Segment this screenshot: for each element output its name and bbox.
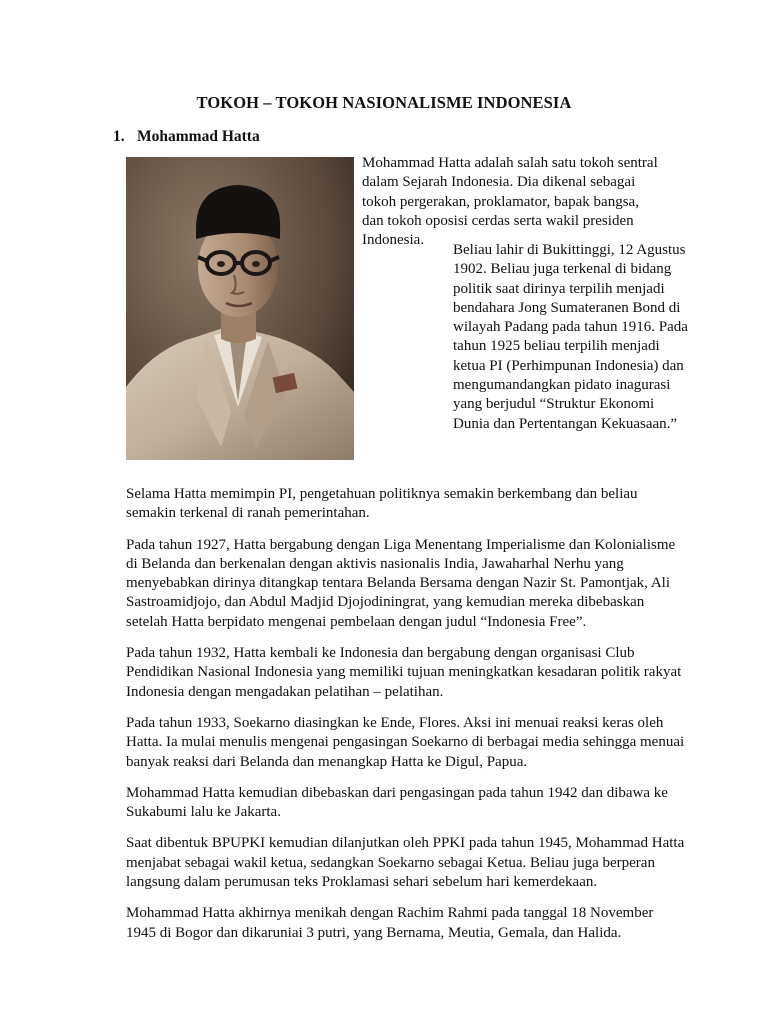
paragraph: Mohammad Hatta akhirnya menikah dengan Rachim Rahmi pada tanggal 18 November 1945 di Bogor dan dikaruniai 3 putri, yang Bernama, Meutia, Gemala, dan Halida.: [126, 905, 654, 941]
body-text: [126, 485, 686, 955]
section-title: Mohammad Hatta: [137, 128, 260, 145]
intro-paragraph: Mohammad Hatta adalah salah satu tokoh sentral dalam Sejarah Indonesia. Dia dikenal sebagai tokoh pergerakan, proklamator, bapak bangsa, dan tokoh oposisi cerdas serta wakil presiden Indonesia.: [362, 155, 658, 249]
paragraph: Pada tahun 1927, Hatta bergabung dengan Liga Menentang Imperialisme dan Kolonialisme di Belanda dan berkenalan dengan aktivis nasionalis India, Jawaharhal Nerhu yang menyebabkan dirinya ditangkap tentara Belanda Bersama dengan Nazir St. Pamontjak, Ali Sastroamidjojo, dan Abdul Madjid Djojodiningrat, yang kemudian mereka dibebaskan setelah Hatta berpidato mengenai pembelaan dengan judul “Indonesia Free”.: [126, 536, 676, 630]
paragraph: Selama Hatta memimpin PI, pengetahuan politiknya semakin berkembang dan beliau semakin terkenal di ranah pemerintahan.: [126, 486, 638, 522]
paragraph: Mohammad Hatta kemudian dibebaskan dari pengasingan pada tahun 1942 dan dibawa ke Sukabumi lalu ke Jakarta.: [126, 784, 668, 821]
birth-paragraph: Beliau lahir di Bukittinggi, 12 Agustus 1902. Beliau juga terkenal di bidang politik saat dirinya terpilih menjadi bendahara Jong Sumateranen Bond di wilayah Padang pada tahun 1916. Pada tahun 1925 beliau terpilih menjadi ketua PI (Perhimpunan Indonesia) dan mengumandangkan pidato inagurasi yang berjudul “Struktur Ekonomi Dunia dan Pertentangan Kekuasaan.”: [453, 242, 688, 432]
paragraph: Pada tahun 1933, Soekarno diasingkan ke Ende, Flores. Aksi ini menuai reaksi keras oleh Hatta. Ia mulai menulis mengenai pengasingan Soekarno di berbagai media sehingga menuai banyak reaksi dari Belanda dan menangkap Hatta ke Digul, Papua.: [126, 714, 685, 770]
section-number: 1.: [113, 128, 125, 145]
portrait-photo-icon: [126, 157, 354, 460]
document-title: TOKOH – TOKOH NASIONALISME INDONESIA: [196, 93, 572, 112]
paragraph: Saat dibentuk BPUPKI kemudian dilanjutkan oleh PPKI pada tahun 1945, Mohammad Hatta menjabat sebagai wakil ketua, sedangkan Soekarno sebagai Ketua. Beliau juga berperan langsung dalam perumusan teks Proklamasi sehari sebelum hari kemerdekaan.: [126, 835, 685, 891]
paragraph: Pada tahun 1932, Hatta kembali ke Indonesia dan bergabung dengan organisasi Club Pendidikan Nasional Indonesia yang memiliki tujuan meningkatkan kesadaran politik rakyat Indonesia dengan mengadakan pelatihan – pelatihan.: [126, 645, 682, 700]
section-heading: [113, 128, 260, 146]
